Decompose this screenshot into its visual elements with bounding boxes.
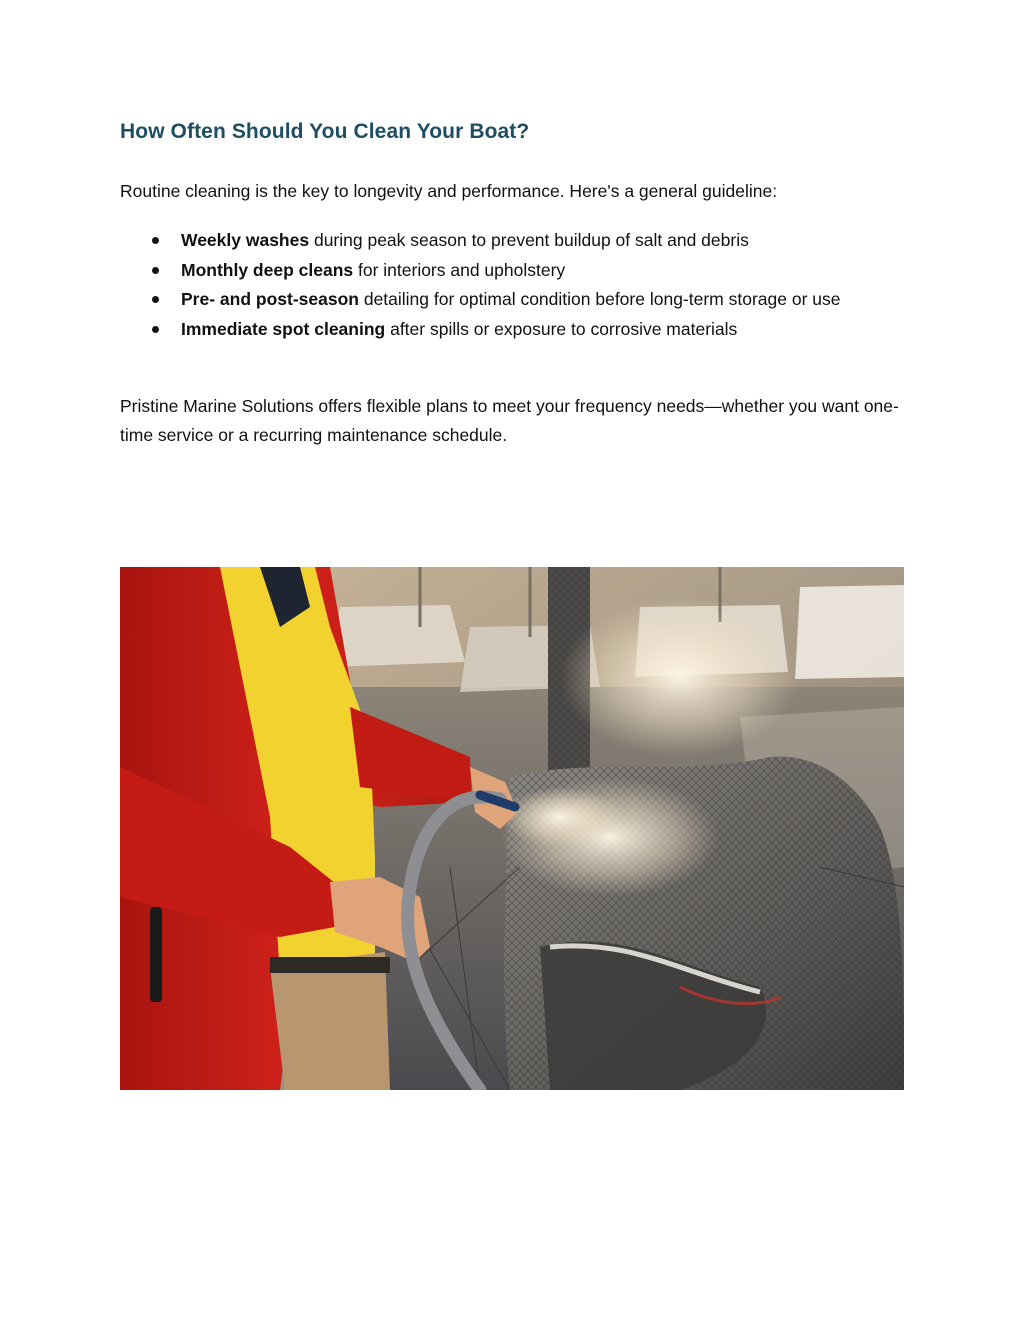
bullet-icon bbox=[152, 267, 159, 274]
list-item bbox=[120, 315, 910, 345]
list-item bbox=[120, 285, 910, 315]
list-item bbox=[120, 256, 910, 286]
guideline-list bbox=[120, 226, 910, 344]
outro-paragraph: Pristine Marine Solutions offers flexible plans to meet your frequency needs—whether you want one-time service or a recurring maintenance schedule. bbox=[120, 396, 899, 445]
intro-paragraph: Routine cleaning is the key to longevity and performance. Here's a general guideline: bbox=[120, 181, 778, 201]
bullet-icon bbox=[152, 326, 159, 333]
list-item-text: during peak season to prevent buildup of salt and debris bbox=[309, 230, 749, 250]
bullet-icon bbox=[152, 296, 159, 303]
list-item-bold: Immediate spot cleaning bbox=[181, 318, 386, 339]
list-item-bold: Weekly washes bbox=[181, 230, 310, 250]
list-item-bold: Pre- and post-season bbox=[181, 289, 359, 309]
photo-illustration bbox=[120, 567, 904, 1090]
list-item-text: after spills or exposure to corrosive materials bbox=[385, 318, 738, 339]
list-item-text: detailing for optimal condition before long-term storage or use bbox=[358, 289, 841, 309]
bullet-icon bbox=[152, 237, 159, 244]
boat-cleaning-photo bbox=[120, 567, 904, 1090]
list-item-bold: Monthly deep cleans bbox=[181, 259, 354, 280]
list-item-text: for interiors and upholstery bbox=[353, 259, 566, 280]
section-heading: How Often Should You Clean Your Boat? bbox=[120, 120, 530, 143]
list-item bbox=[120, 226, 910, 256]
